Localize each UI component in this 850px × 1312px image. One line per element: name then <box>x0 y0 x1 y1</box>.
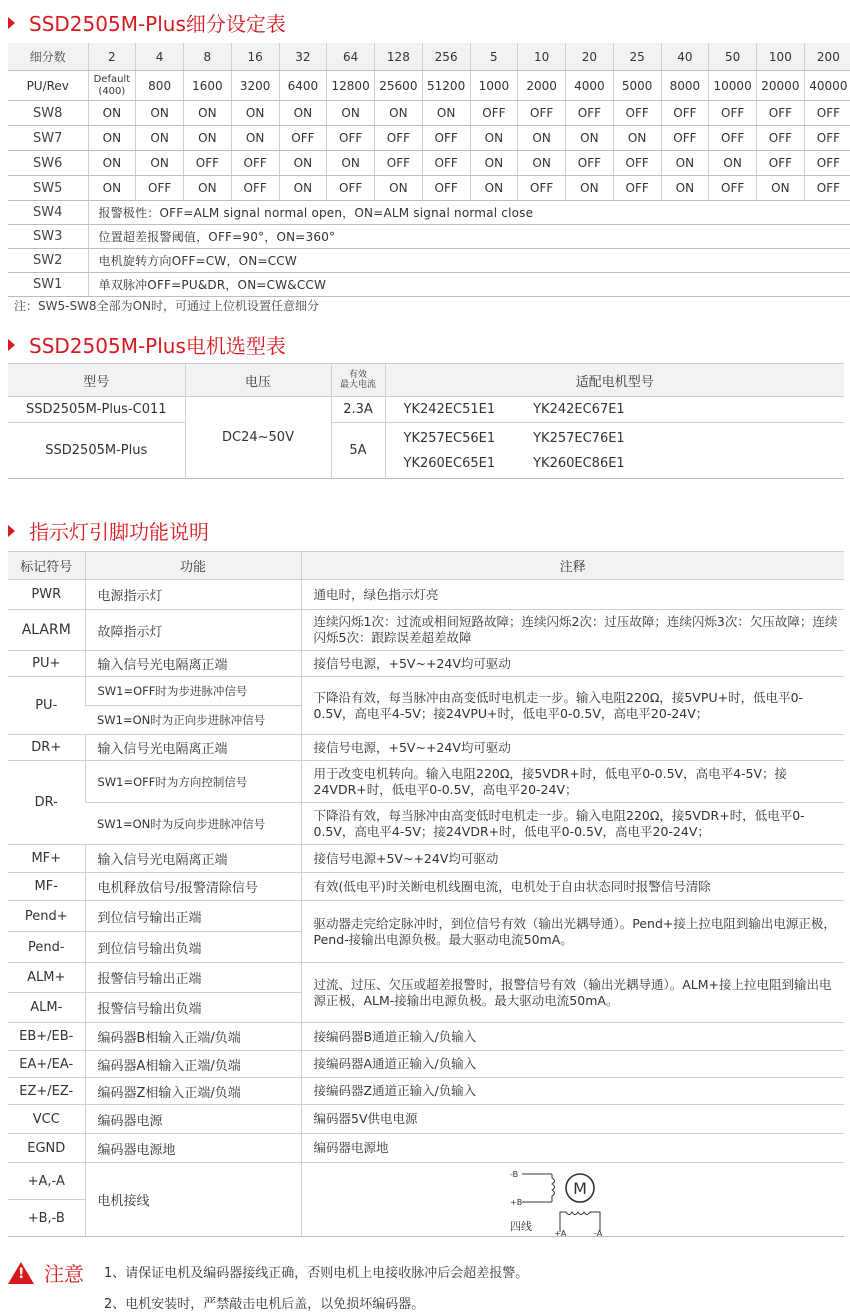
pin-symbol: ALM+ <box>8 963 85 993</box>
switch-state-cell: OFF <box>375 151 423 176</box>
pin-note: 编码器电源地 <box>301 1134 844 1163</box>
pin-symbol: MF+ <box>8 845 85 873</box>
motor-table <box>8 363 844 479</box>
pulse-cell: 51200 <box>422 71 470 101</box>
pin-note: 过流、过压、欠压或超差报警时，报警信号有效（输出光耦导通）。ALM+接上拉电阻到输出电源正极，ALM-接输出电源负极。最大驱动电流50mA。 <box>301 963 844 1023</box>
step-count-cell: 32 <box>279 43 327 71</box>
motor-model-row <box>386 451 845 476</box>
pin-symbol: VCC <box>8 1105 85 1134</box>
pin-symbol: +B,-B <box>8 1200 85 1237</box>
table-row <box>8 1051 844 1078</box>
pin-function: 编码器电源地 <box>85 1134 301 1163</box>
model-cell: SSD2505M-Plus-C011 <box>8 397 185 423</box>
table-row <box>8 963 844 993</box>
default-pulse-cell <box>88 71 136 101</box>
switch-state-cell: OFF <box>518 176 566 201</box>
header-note: 注释 <box>301 552 844 580</box>
warning-icon: ! <box>8 1262 34 1284</box>
motor-letter: M <box>572 1178 587 1198</box>
step-count-cell: 100 <box>757 43 805 71</box>
pin-function: SW1=ON时为反向步进脉冲信号 <box>85 803 301 845</box>
switch-description: 单双脉冲OFF=PU&DR，ON=CW&CCW <box>88 273 850 297</box>
step-count-cell: 50 <box>709 43 757 71</box>
switch-label: SW5 <box>8 176 88 201</box>
warning-label <box>8 1258 84 1287</box>
switch-state-cell: OFF <box>327 176 375 201</box>
pin-symbol: EZ+/EZ- <box>8 1078 85 1105</box>
pin-symbol: EB+/EB- <box>8 1023 85 1051</box>
motor-model: YK242EC67E1 <box>533 402 625 417</box>
motor-diagram-cell <box>301 1163 844 1237</box>
subdiv-table <box>8 43 850 297</box>
pin-note: 驱动器走完给定脉冲时，到位信号有效（输出光耦导通）。Pend+接上拉电阻到输出电源正极，Pend-接输出电源负极。最大驱动电流50mA。 <box>301 901 844 963</box>
step-count-cell: 64 <box>327 43 375 71</box>
pulse-cell: 1600 <box>184 71 232 101</box>
coil-b <box>522 1174 555 1202</box>
table-row <box>8 761 844 803</box>
switch-state-cell: ON <box>757 176 805 201</box>
switch-state-cell: OFF <box>804 151 850 176</box>
switch-label: SW7 <box>8 126 88 151</box>
pin-symbol: Pend- <box>8 932 85 963</box>
pulse-cell: 2000 <box>518 71 566 101</box>
model-cell: SSD2505M-Plus <box>8 423 185 479</box>
pin-symbol: PU- <box>8 677 85 735</box>
motors-cell <box>385 423 844 479</box>
pulse-cell: 8000 <box>661 71 709 101</box>
header-function: 功能 <box>85 552 301 580</box>
arrow-icon <box>8 525 15 537</box>
pin-function: SW1=ON时为正向步进脉冲信号 <box>85 706 301 735</box>
switch-state-cell: OFF <box>661 126 709 151</box>
pin-symbol: DR- <box>8 761 85 845</box>
pin-function: 到位信号输出正端 <box>85 901 301 932</box>
switch-state-cell: ON <box>470 151 518 176</box>
subdiv-header-label: 细分数 <box>8 43 88 71</box>
pulse-cell: 25600 <box>375 71 423 101</box>
switch-state-cell: OFF <box>757 126 805 151</box>
pin-function: 输入信号光电隔离正端 <box>85 735 301 761</box>
default-value: (400) <box>98 85 126 97</box>
pulse-cell: 6400 <box>279 71 327 101</box>
pin-function: 报警信号输出负端 <box>85 993 301 1023</box>
switch-state-cell: OFF <box>375 126 423 151</box>
table-row <box>8 126 850 151</box>
table-row <box>8 580 844 610</box>
step-count-cell: 8 <box>184 43 232 71</box>
pin-note: 接信号电源+5V~+24V均可驱动 <box>301 845 844 873</box>
label-a-minus: -A <box>593 1228 602 1236</box>
pin-function: 编码器A相输入正端/负端 <box>85 1051 301 1078</box>
pin-symbol: DR+ <box>8 735 85 761</box>
table-row <box>8 43 850 71</box>
switch-state-cell: ON <box>375 101 423 126</box>
switch-state-cell: ON <box>231 101 279 126</box>
motors-cell <box>385 397 844 423</box>
arrow-icon <box>8 339 15 351</box>
table-row <box>8 1163 844 1200</box>
default-label: Default <box>93 73 131 85</box>
pin-function: SW1=OFF时为步进脉冲信号 <box>85 677 301 706</box>
switch-state-cell: ON <box>279 151 327 176</box>
switch-state-cell: ON <box>88 101 136 126</box>
pin-function: SW1=OFF时为方向控制信号 <box>85 761 301 803</box>
header-voltage: 电压 <box>185 364 331 397</box>
switch-state-cell: OFF <box>231 176 279 201</box>
pin-function: 输入信号光电隔离正端 <box>85 651 301 677</box>
header-current-line1: 有效 <box>348 370 367 380</box>
switch-state-cell: ON <box>327 101 375 126</box>
switch-state-cell: OFF <box>422 176 470 201</box>
pin-function: 编码器Z相输入正端/负端 <box>85 1078 301 1105</box>
step-count-cell: 200 <box>804 43 850 71</box>
pin-symbol: EGND <box>8 1134 85 1163</box>
pin-function: 输入信号光电隔离正端 <box>85 845 301 873</box>
switch-state-cell: ON <box>661 176 709 201</box>
switch-state-cell: OFF <box>757 101 805 126</box>
switch-state-cell: OFF <box>804 176 850 201</box>
step-count-cell: 20 <box>566 43 614 71</box>
label-b-plus: +B <box>509 1197 522 1207</box>
pins-table <box>8 551 844 1237</box>
table-header-row <box>8 552 844 580</box>
pin-symbol: +A,-A <box>8 1163 85 1200</box>
header-symbol: 标记符号 <box>8 552 85 580</box>
pin-note: 用于改变电机转向。输入电阻220Ω，接5VDR+时，低电平0-0.5V，高电平4-5V；接24VDR+时，低电平0-0.5V，高电平20-24V； <box>301 761 844 803</box>
switch-state-cell: OFF <box>136 176 184 201</box>
table-row <box>8 1078 844 1105</box>
switch-state-cell: OFF <box>613 176 661 201</box>
switch-state-cell: ON <box>518 151 566 176</box>
motor-title: SSD2505M-Plus电机选型表 <box>29 334 286 358</box>
pin-symbol: ALARM <box>8 610 85 651</box>
switch-state-cell: ON <box>88 126 136 151</box>
switch-state-cell: OFF <box>518 101 566 126</box>
table-header-row <box>8 364 844 397</box>
switch-state-cell: OFF <box>804 101 850 126</box>
pulse-cell: 4000 <box>566 71 614 101</box>
pin-note: 接编码器Z通道正输入/负输入 <box>301 1078 844 1105</box>
table-row <box>8 397 844 423</box>
pin-function: 编码器电源 <box>85 1105 301 1134</box>
switch-state-cell: ON <box>375 176 423 201</box>
table-row <box>8 225 850 249</box>
switch-state-cell: OFF <box>566 101 614 126</box>
pulse-cell: 5000 <box>613 71 661 101</box>
pin-function: 电源指示灯 <box>85 580 301 610</box>
table-row <box>8 101 850 126</box>
switch-state-cell: OFF <box>566 151 614 176</box>
switch-state-cell: ON <box>613 126 661 151</box>
pin-function: 到位信号输出负端 <box>85 932 301 963</box>
switch-state-cell: OFF <box>661 101 709 126</box>
table-row <box>8 1134 844 1163</box>
pulse-cell: 20000 <box>757 71 805 101</box>
switch-state-cell: ON <box>566 126 614 151</box>
step-count-cell: 25 <box>613 43 661 71</box>
table-row <box>8 651 844 677</box>
step-count-cell: 4 <box>136 43 184 71</box>
switch-label: SW4 <box>8 201 88 225</box>
warning-item: 2、电机安装时，严禁敲击电机后盖，以免损坏编码器。 <box>104 1297 425 1312</box>
switch-state-cell: OFF <box>613 101 661 126</box>
switch-state-cell: OFF <box>184 151 232 176</box>
pin-symbol: EA+/EA- <box>8 1051 85 1078</box>
table-row <box>8 273 850 297</box>
motor-model-row <box>386 397 845 422</box>
pin-note: 接编码器B通道正输入/负输入 <box>301 1023 844 1051</box>
switch-state-cell: OFF <box>231 151 279 176</box>
step-count-cell: 2 <box>88 43 136 71</box>
table-row <box>8 249 850 273</box>
switch-description: 报警极性：OFF=ALM signal normal open，ON=ALM signal normal close <box>88 201 850 225</box>
switch-state-cell: ON <box>88 176 136 201</box>
table-row <box>8 1105 844 1134</box>
table-row <box>8 677 844 706</box>
table-row <box>8 845 844 873</box>
table-row <box>8 423 844 479</box>
pin-function: 故障指示灯 <box>85 610 301 651</box>
pin-symbol: MF- <box>8 873 85 901</box>
switch-state-cell: ON <box>279 101 327 126</box>
switch-state-cell: OFF <box>709 176 757 201</box>
switch-state-cell: OFF <box>757 151 805 176</box>
step-count-cell: 5 <box>470 43 518 71</box>
pulse-cell: 40000 <box>804 71 850 101</box>
switch-label: SW2 <box>8 249 88 273</box>
header-motors: 适配电机型号 <box>385 364 844 397</box>
subdiv-section-title <box>8 8 286 37</box>
table-row <box>8 71 850 101</box>
switch-state-cell: ON <box>470 126 518 151</box>
pin-note: 下降沿有效，每当脉冲由高变低时电机走一步。输入电阻220Ω，接5VPU+时，低电平0-0.5V，高电平4-5V；接24VPU+时，低电平0-0.5V，高电平20-24V； <box>301 677 844 735</box>
switch-state-cell: ON <box>709 151 757 176</box>
pin-note: 连续闪烁1次：过流或相间短路故障；连续闪烁2次：过压故障；连续闪烁3次：欠压故障；连续闪烁5次：跟踪误差超差故障 <box>301 610 844 651</box>
switch-state-cell: OFF <box>279 126 327 151</box>
switch-state-cell: OFF <box>709 126 757 151</box>
switch-label: SW1 <box>8 273 88 297</box>
motor-wiring-diagram <box>502 1164 632 1236</box>
pu-rev-label: PU/Rev <box>8 71 88 101</box>
pin-symbol: PWR <box>8 580 85 610</box>
switch-state-cell: ON <box>470 176 518 201</box>
pin-function: 电机接线 <box>85 1163 301 1237</box>
arrow-icon <box>8 17 15 29</box>
pin-note: 通电时，绿色指示灯亮 <box>301 580 844 610</box>
pin-note: 接信号电源，+5V~+24V均可驱动 <box>301 651 844 677</box>
table-row <box>8 803 844 845</box>
pin-function: 编码器B相输入正端/负端 <box>85 1023 301 1051</box>
switch-state-cell: ON <box>279 176 327 201</box>
switch-state-cell: OFF <box>470 101 518 126</box>
switch-state-cell: ON <box>136 151 184 176</box>
switch-label: SW8 <box>8 101 88 126</box>
switch-state-cell: ON <box>661 151 709 176</box>
table-row <box>8 151 850 176</box>
table-row <box>8 873 844 901</box>
table-row <box>8 176 850 201</box>
switch-state-cell: ON <box>566 176 614 201</box>
pins-section-title <box>8 516 209 545</box>
pin-note: 有效(低电平)时关断电机线圈电流，电机处于自由状态同时报警信号清除 <box>301 873 844 901</box>
pulse-cell: 3200 <box>231 71 279 101</box>
switch-state-cell: OFF <box>613 151 661 176</box>
switch-label: SW6 <box>8 151 88 176</box>
switch-state-cell: ON <box>136 101 184 126</box>
header-model: 型号 <box>8 364 185 397</box>
switch-label: SW3 <box>8 225 88 249</box>
switch-state-cell: ON <box>184 101 232 126</box>
pin-note: 接编码器A通道正输入/负输入 <box>301 1051 844 1078</box>
subdiv-title: SSD2505M-Plus细分设定表 <box>29 12 286 36</box>
pin-symbol: PU+ <box>8 651 85 677</box>
switch-state-cell: ON <box>136 126 184 151</box>
pin-note: 编码器5V供电电源 <box>301 1105 844 1134</box>
switch-state-cell: ON <box>518 126 566 151</box>
warning-title: 注意 <box>44 1262 84 1286</box>
warning-item: 1、请保证电机及编码器接线正确，否则电机上电接收脉冲后会超差报警。 <box>104 1266 529 1281</box>
pulse-cell: 800 <box>136 71 184 101</box>
pin-function: 报警信号输出正端 <box>85 963 301 993</box>
switch-state-cell: OFF <box>804 126 850 151</box>
pin-symbol: Pend+ <box>8 901 85 932</box>
switch-state-cell: ON <box>231 126 279 151</box>
switch-description: 位置超差报警阈值，OFF=90°，ON=360° <box>88 225 850 249</box>
voltage-cell: DC24~50V <box>185 397 331 479</box>
switch-state-cell: ON <box>184 176 232 201</box>
motor-model-row <box>386 426 845 451</box>
table-row <box>8 610 844 651</box>
pin-note: 下降沿有效，每当脉冲由高变低时电机走一步。输入电阻220Ω，接5VDR+时，低电平0-0.5V，高电平4-5V；接24VDR+时，低电平0-0.5V，高电平20-24V； <box>301 803 844 845</box>
table-row <box>8 201 850 225</box>
step-count-cell: 10 <box>518 43 566 71</box>
motor-model: YK242EC51E1 <box>403 402 496 417</box>
switch-state-cell: OFF <box>709 101 757 126</box>
table-row <box>8 1023 844 1051</box>
current-cell: 5A <box>331 423 385 479</box>
label-b-minus: -B <box>509 1169 518 1179</box>
subdiv-note: 注：SW5-SW8全部为ON时，可通过上位机设置任意细分 <box>14 299 319 313</box>
current-cell: 2.3A <box>331 397 385 423</box>
table-row <box>8 901 844 932</box>
header-current <box>331 364 385 397</box>
switch-state-cell: ON <box>327 151 375 176</box>
step-count-cell: 40 <box>661 43 709 71</box>
pin-function: 电机释放信号/报警清除信号 <box>85 873 301 901</box>
label-four-wire: 四线 <box>509 1219 532 1233</box>
switch-state-cell: OFF <box>327 126 375 151</box>
pin-note: 接信号电源，+5V~+24V均可驱动 <box>301 735 844 761</box>
motor-model: YK257EC76E1 <box>533 430 625 446</box>
pulse-cell: 12800 <box>327 71 375 101</box>
switch-state-cell: OFF <box>422 126 470 151</box>
switch-state-cell: ON <box>88 151 136 176</box>
header-current-line2: 最大电流 <box>339 380 376 390</box>
motor-model: YK260EC65E1 <box>403 455 496 471</box>
switch-description: 电机旋转方向OFF=CW，ON=CCW <box>88 249 850 273</box>
step-count-cell: 128 <box>375 43 423 71</box>
pin-symbol: ALM- <box>8 993 85 1023</box>
pins-title: 指示灯引脚功能说明 <box>29 520 209 544</box>
pulse-cell: 1000 <box>470 71 518 101</box>
motor-model: YK257EC56E1 <box>403 430 496 446</box>
motor-section-title <box>8 330 286 359</box>
motor-model: YK260EC86E1 <box>533 455 625 471</box>
switch-state-cell: ON <box>184 126 232 151</box>
table-row <box>8 735 844 761</box>
step-count-cell: 256 <box>422 43 470 71</box>
switch-state-cell: ON <box>422 101 470 126</box>
step-count-cell: 16 <box>231 43 279 71</box>
label-a-plus: +A <box>553 1228 566 1236</box>
switch-state-cell: OFF <box>422 151 470 176</box>
pulse-cell: 10000 <box>709 71 757 101</box>
